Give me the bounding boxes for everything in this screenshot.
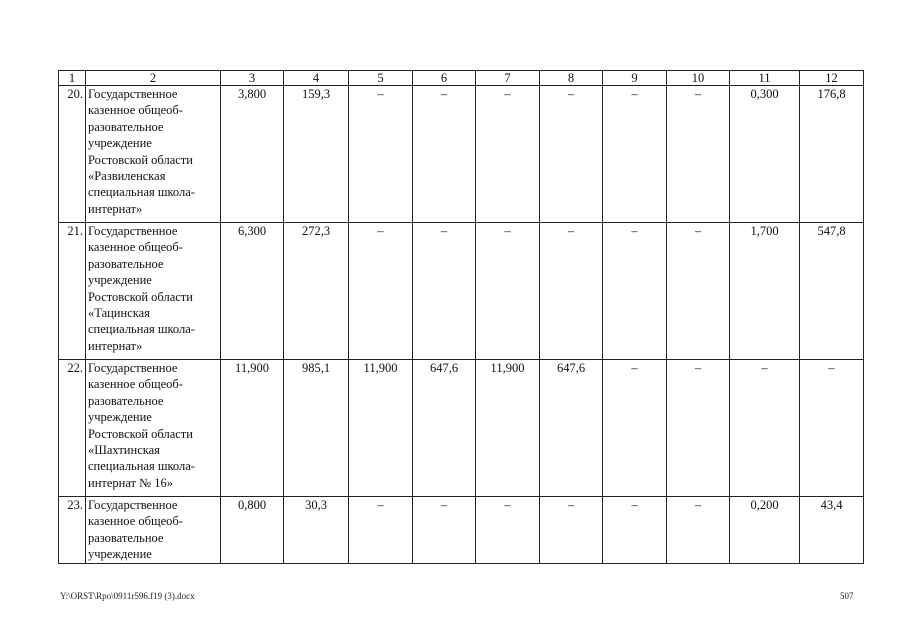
row-number: 21.	[59, 223, 86, 360]
value-cell-col-11: –	[730, 360, 800, 497]
institution-name-line: Ростовской области	[88, 426, 193, 441]
value-cell-col-7: 11,900	[476, 360, 540, 497]
value-cell-col-6: 647,6	[413, 360, 476, 497]
page-number: 507	[840, 591, 854, 601]
institution-name	[86, 497, 221, 564]
value-cell-col-5: 11,900	[349, 360, 413, 497]
table-body	[59, 86, 864, 564]
value-cell-col-12: 176,8	[800, 86, 864, 223]
row-number: 20.	[59, 86, 86, 223]
table-row	[59, 223, 864, 360]
value-cell-col-4: 159,3	[284, 86, 349, 223]
institution-name-line: казенное общеоб-	[88, 240, 183, 255]
value-cell-col-11: 1,700	[730, 223, 800, 360]
institution-name-line: казенное общеоб-	[88, 514, 183, 529]
value-cell-col-8: –	[540, 223, 603, 360]
value-cell-col-11: 0,200	[730, 497, 800, 564]
header-cell-2: 2	[86, 71, 221, 86]
institution-name-line: специальная школа-	[88, 459, 195, 474]
institution-name-line: «Развиленская	[88, 169, 166, 184]
value-cell-col-7: –	[476, 497, 540, 564]
table-header	[59, 71, 864, 86]
institution-name-line: учреждение	[88, 547, 152, 562]
file-path: Y:\ORST\Rpo\0911r596.f19 (3).docx	[60, 591, 195, 601]
header-cell-12: 12	[800, 71, 864, 86]
row-number: 22.	[59, 360, 86, 497]
institution-name	[86, 223, 221, 360]
institution-name-line: разовательное	[88, 393, 164, 408]
institution-name-line: Ростовской области	[88, 289, 193, 304]
institution-name-line: учреждение	[88, 273, 152, 288]
table-row	[59, 497, 864, 564]
value-cell-col-6: –	[413, 223, 476, 360]
value-cell-col-3: 3,800	[221, 86, 284, 223]
value-cell-col-11: 0,300	[730, 86, 800, 223]
header-cell-1: 1	[59, 71, 86, 86]
value-cell-col-9: –	[603, 360, 667, 497]
institution-name-line: Государственное	[88, 224, 178, 238]
institution-name-line: разовательное	[88, 256, 164, 271]
institution-name-line: учреждение	[88, 136, 152, 151]
institution-name-line: интернат»	[88, 338, 143, 353]
header-row	[59, 71, 864, 86]
value-cell-col-9: –	[603, 86, 667, 223]
value-cell-col-9: –	[603, 223, 667, 360]
value-cell-col-6: –	[413, 86, 476, 223]
value-cell-col-5: –	[349, 497, 413, 564]
data-table	[58, 70, 864, 564]
value-cell-col-3: 11,900	[221, 360, 284, 497]
institution-name-line: разовательное	[88, 119, 164, 134]
value-cell-col-4: 30,3	[284, 497, 349, 564]
value-cell-col-3: 6,300	[221, 223, 284, 360]
header-cell-5: 5	[349, 71, 413, 86]
value-cell-col-9: –	[603, 497, 667, 564]
institution-name-line: Государственное	[88, 361, 178, 375]
institution-name-line: учреждение	[88, 410, 152, 425]
value-cell-col-7: –	[476, 223, 540, 360]
value-cell-col-12: 547,8	[800, 223, 864, 360]
value-cell-col-5: –	[349, 86, 413, 223]
value-cell-col-5: –	[349, 223, 413, 360]
header-cell-9: 9	[603, 71, 667, 86]
row-number: 23.	[59, 497, 86, 564]
value-cell-col-8: 647,6	[540, 360, 603, 497]
value-cell-col-10: –	[667, 86, 730, 223]
header-cell-10: 10	[667, 71, 730, 86]
institution-name-line: интернат № 16»	[88, 475, 173, 490]
value-cell-col-8: –	[540, 497, 603, 564]
institution-name-line: казенное общеоб-	[88, 103, 183, 118]
institution-name-line: Ростовской области	[88, 152, 193, 167]
value-cell-col-4: 985,1	[284, 360, 349, 497]
table-row	[59, 360, 864, 497]
value-cell-col-12: 43,4	[800, 497, 864, 564]
value-cell-col-6: –	[413, 497, 476, 564]
value-cell-col-8: –	[540, 86, 603, 223]
table-row	[59, 86, 864, 223]
institution-name-line: казенное общеоб-	[88, 377, 183, 392]
institution-name-line: специальная школа-	[88, 185, 195, 200]
value-cell-col-3: 0,800	[221, 497, 284, 564]
value-cell-col-10: –	[667, 223, 730, 360]
header-cell-4: 4	[284, 71, 349, 86]
value-cell-col-4: 272,3	[284, 223, 349, 360]
institution-name-line: Государственное	[88, 498, 178, 512]
value-cell-col-7: –	[476, 86, 540, 223]
value-cell-col-12: –	[800, 360, 864, 497]
institution-name	[86, 86, 221, 223]
institution-name-line: «Шахтинская	[88, 443, 160, 458]
value-cell-col-10: –	[667, 497, 730, 564]
header-cell-3: 3	[221, 71, 284, 86]
header-cell-6: 6	[413, 71, 476, 86]
header-cell-11: 11	[730, 71, 800, 86]
header-cell-8: 8	[540, 71, 603, 86]
institution-name-line: Государственное	[88, 87, 178, 101]
institution-name-line: интернат»	[88, 201, 143, 216]
institution-name	[86, 360, 221, 497]
institution-name-line: специальная школа-	[88, 322, 195, 337]
institution-name-line: разовательное	[88, 530, 164, 545]
header-cell-7: 7	[476, 71, 540, 86]
institution-name-line: «Тацинская	[88, 306, 150, 321]
value-cell-col-10: –	[667, 360, 730, 497]
